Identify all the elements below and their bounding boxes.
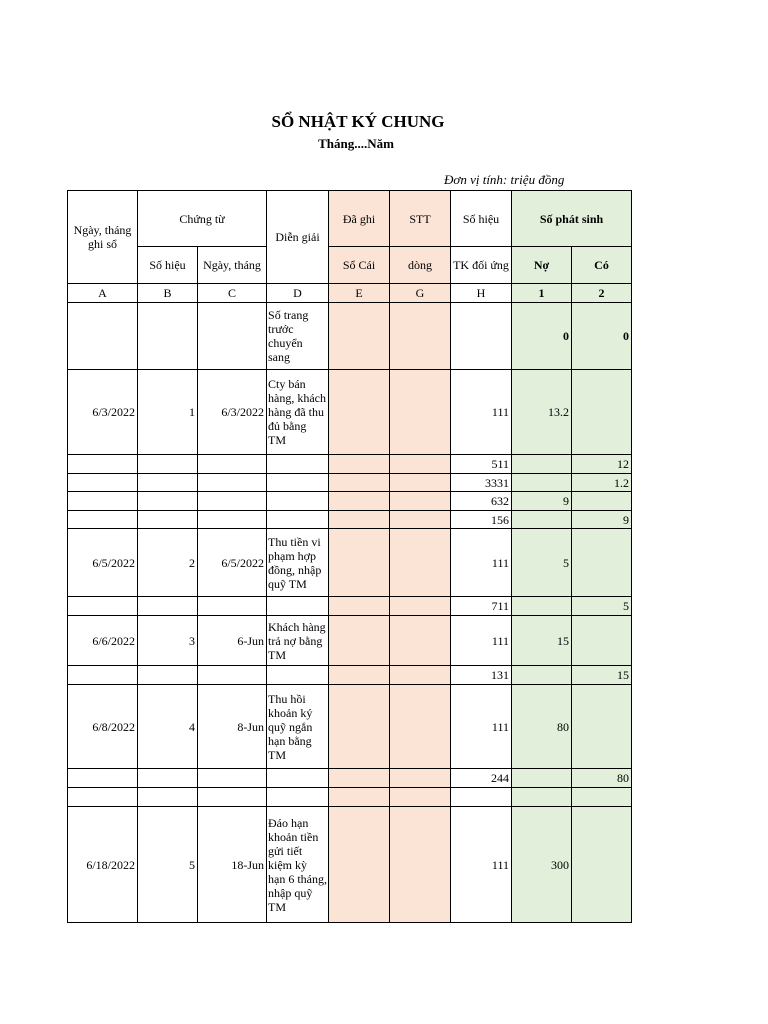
header-description: Diễn giải	[267, 191, 329, 284]
table-row	[68, 685, 632, 769]
table-row	[68, 370, 632, 455]
debit-amount: 9	[512, 492, 572, 511]
entry-description: Khách hàng trả nợ bằng TM	[267, 616, 329, 666]
line-no	[390, 455, 451, 474]
entry-date: 6/8/2022	[68, 685, 138, 769]
header-account: Số hiệu	[451, 191, 512, 247]
entry-date	[68, 597, 138, 616]
posted-ledger	[329, 370, 390, 455]
posted-ledger	[329, 666, 390, 685]
posted-ledger	[329, 455, 390, 474]
contra-account: 711	[451, 597, 512, 616]
entry-description: Đáo hạn khoản tiền gửi tiết kiệm kỳ hạn 6 tháng, nhập quỹ TM	[267, 807, 329, 923]
entry-date	[68, 511, 138, 529]
table-row	[68, 474, 632, 492]
line-no	[390, 529, 451, 597]
debit-amount	[512, 597, 572, 616]
line-no	[390, 511, 451, 529]
line-no	[390, 666, 451, 685]
voucher-date: 6/5/2022	[198, 529, 267, 597]
table-row	[68, 807, 632, 923]
header-debit: Nợ	[512, 247, 572, 284]
table-row	[68, 666, 632, 685]
contra-account: 156	[451, 511, 512, 529]
column-letter-row	[68, 284, 632, 303]
table-row	[68, 511, 632, 529]
contra-account: 111	[451, 370, 512, 455]
entry-date	[68, 666, 138, 685]
entry-description: Thu tiền vi phạm hợp đồng, nhập quỹ TM	[267, 529, 329, 597]
table-row	[68, 616, 632, 666]
table-row	[68, 597, 632, 616]
entry-date	[68, 455, 138, 474]
voucher-no: 3	[138, 616, 198, 666]
voucher-no	[138, 788, 198, 807]
posted-ledger	[329, 807, 390, 923]
credit-amount: 0	[572, 303, 632, 370]
line-no	[390, 807, 451, 923]
col-letter: B	[138, 284, 198, 303]
credit-amount	[572, 370, 632, 455]
col-letter: D	[267, 284, 329, 303]
table-row	[68, 492, 632, 511]
credit-amount: 15	[572, 666, 632, 685]
table-row	[68, 788, 632, 807]
voucher-no	[138, 474, 198, 492]
debit-amount	[512, 769, 572, 788]
voucher-no: 2	[138, 529, 198, 597]
entry-description: Số trang trước chuyển sang	[267, 303, 329, 370]
col-letter: H	[451, 284, 512, 303]
voucher-date	[198, 788, 267, 807]
voucher-date: 6/3/2022	[198, 370, 267, 455]
table-row	[68, 769, 632, 788]
contra-account: 131	[451, 666, 512, 685]
voucher-no	[138, 492, 198, 511]
page-subtitle: Tháng....Năm	[318, 136, 394, 151]
contra-account	[451, 788, 512, 807]
credit-amount	[572, 529, 632, 597]
contra-account: 511	[451, 455, 512, 474]
header-line-no: dòng	[390, 247, 451, 284]
contra-account: 111	[451, 529, 512, 597]
posted-ledger	[329, 492, 390, 511]
credit-amount	[572, 492, 632, 511]
voucher-date	[198, 769, 267, 788]
table-row	[68, 303, 632, 370]
posted-ledger	[329, 597, 390, 616]
unit-note: Đơn vị tính: triệu đồng	[444, 172, 565, 187]
header-voucher-no: Số hiệu	[138, 247, 198, 284]
line-no	[390, 616, 451, 666]
posted-ledger	[329, 769, 390, 788]
voucher-date	[198, 666, 267, 685]
header-contra-account: TK đối ứng	[451, 247, 512, 284]
voucher-date	[198, 597, 267, 616]
header-posted-ledger: Sổ Cái	[329, 247, 390, 284]
col-letter: 1	[512, 284, 572, 303]
debit-amount	[512, 511, 572, 529]
voucher-date: 8-Jun	[198, 685, 267, 769]
header-date-record: Ngày, tháng ghi sổ	[68, 191, 138, 284]
header-voucher-date: Ngày, tháng	[198, 247, 267, 284]
debit-amount	[512, 788, 572, 807]
posted-ledger	[329, 616, 390, 666]
entry-description: Cty bán hàng, khách hàng đã thu đủ bằng TM	[267, 370, 329, 455]
credit-amount	[572, 685, 632, 769]
journal-table	[67, 190, 632, 923]
entry-date: 6/3/2022	[68, 370, 138, 455]
debit-amount: 15	[512, 616, 572, 666]
voucher-no	[138, 511, 198, 529]
contra-account	[451, 303, 512, 370]
debit-amount: 13.2	[512, 370, 572, 455]
voucher-date	[198, 455, 267, 474]
debit-amount: 80	[512, 685, 572, 769]
entry-date	[68, 788, 138, 807]
posted-ledger	[329, 788, 390, 807]
contra-account: 111	[451, 616, 512, 666]
header-posted: Đã ghi	[329, 191, 390, 247]
voucher-date: 18-Jun	[198, 807, 267, 923]
page-title: SỔ NHẬT KÝ CHUNG	[271, 112, 445, 131]
table-row	[68, 529, 632, 597]
posted-ledger	[329, 529, 390, 597]
line-no	[390, 685, 451, 769]
entry-description	[267, 666, 329, 685]
credit-amount	[572, 788, 632, 807]
entry-description	[267, 597, 329, 616]
entry-description: Thu hồi khoản ký quỹ ngắn hạn bằng TM	[267, 685, 329, 769]
debit-amount: 0	[512, 303, 572, 370]
entry-date	[68, 303, 138, 370]
entry-description	[267, 492, 329, 511]
voucher-no	[138, 666, 198, 685]
voucher-no	[138, 769, 198, 788]
entry-description	[267, 511, 329, 529]
credit-amount: 12	[572, 455, 632, 474]
voucher-no	[138, 303, 198, 370]
voucher-date: 6-Jun	[198, 616, 267, 666]
col-letter: E	[329, 284, 390, 303]
posted-ledger	[329, 303, 390, 370]
contra-account: 111	[451, 807, 512, 923]
debit-amount: 5	[512, 529, 572, 597]
voucher-no: 1	[138, 370, 198, 455]
entry-description	[267, 455, 329, 474]
contra-account: 632	[451, 492, 512, 511]
voucher-date	[198, 492, 267, 511]
credit-amount: 5	[572, 597, 632, 616]
line-no	[390, 474, 451, 492]
line-no	[390, 769, 451, 788]
entry-date	[68, 769, 138, 788]
posted-ledger	[329, 511, 390, 529]
header-voucher: Chứng từ	[138, 191, 267, 247]
posted-ledger	[329, 474, 390, 492]
credit-amount: 1.2	[572, 474, 632, 492]
debit-amount	[512, 666, 572, 685]
credit-amount: 9	[572, 511, 632, 529]
col-letter: 2	[572, 284, 632, 303]
credit-amount: 80	[572, 769, 632, 788]
header-amount: Số phát sinh	[512, 191, 632, 247]
line-no	[390, 492, 451, 511]
entry-description	[267, 474, 329, 492]
debit-amount: 300	[512, 807, 572, 923]
posted-ledger	[329, 685, 390, 769]
credit-amount	[572, 616, 632, 666]
header-credit: Có	[572, 247, 632, 284]
debit-amount	[512, 455, 572, 474]
header-line: STT	[390, 191, 451, 247]
entry-date: 6/18/2022	[68, 807, 138, 923]
voucher-no	[138, 597, 198, 616]
voucher-no: 5	[138, 807, 198, 923]
entry-description	[267, 769, 329, 788]
line-no	[390, 370, 451, 455]
line-no	[390, 788, 451, 807]
voucher-date	[198, 474, 267, 492]
credit-amount	[572, 807, 632, 923]
contra-account: 111	[451, 685, 512, 769]
line-no	[390, 303, 451, 370]
voucher-date	[198, 511, 267, 529]
col-letter: A	[68, 284, 138, 303]
entry-date: 6/5/2022	[68, 529, 138, 597]
contra-account: 3331	[451, 474, 512, 492]
voucher-no: 4	[138, 685, 198, 769]
voucher-date	[198, 303, 267, 370]
debit-amount	[512, 474, 572, 492]
entry-date	[68, 474, 138, 492]
col-letter: G	[390, 284, 451, 303]
col-letter: C	[198, 284, 267, 303]
voucher-no	[138, 455, 198, 474]
entry-description	[267, 788, 329, 807]
line-no	[390, 597, 451, 616]
contra-account: 244	[451, 769, 512, 788]
entry-date: 6/6/2022	[68, 616, 138, 666]
entry-date	[68, 492, 138, 511]
table-row	[68, 455, 632, 474]
